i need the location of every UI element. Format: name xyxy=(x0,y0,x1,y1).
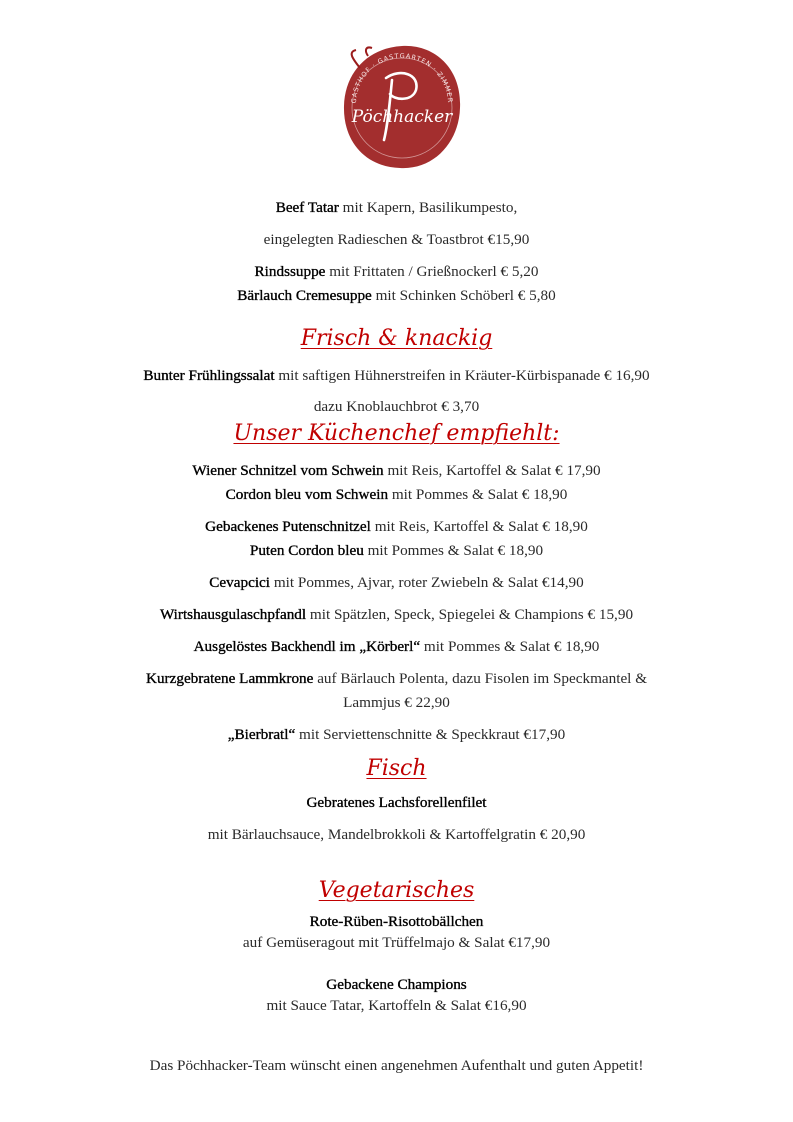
menu-item-cordon-bleu: Cordon bleu vom Schwein mit Pommes & Salat € 18,90 xyxy=(225,486,568,503)
menu-item-lammkrone-cont: Lammjus € 22,90 xyxy=(343,694,450,711)
menu-item-cevapcici: Cevapcici mit Pommes, Ajvar, roter Zwiebeln & Salat €14,90 xyxy=(209,574,584,591)
menu-item-gebackene-champions-desc: mit Sauce Tatar, Kartoffeln & Salat €16,90 xyxy=(266,997,527,1014)
section-heading-chef: Unser Küchenchef empfiehlt: xyxy=(233,421,560,446)
menu-item-puten-cordon-bleu: Puten Cordon bleu mit Pommes & Salat € 18,90 xyxy=(249,542,544,559)
restaurant-logo xyxy=(338,38,466,176)
footer-greeting: Das Pöchhacker-Team wünscht einen angenehmen Aufenthalt und guten Appetit! xyxy=(149,1057,644,1074)
menu-item-backhendl: Ausgelöstes Backhendl im „Körberl“ mit Pommes & Salat € 18,90 xyxy=(193,638,600,655)
menu-item-bierbratl: „Bierbratl“ mit Serviettenschnitte & Speckkraut €17,90 xyxy=(227,726,566,743)
menu-item-lachsforellenfilet-desc: mit Bärlauchsauce, Mandelbrokkoli & Kartoffelgratin € 20,90 xyxy=(207,826,586,843)
menu-item-gebackene-champions: Gebackene Champions xyxy=(326,976,467,993)
menu-item-wiener-schnitzel: Wiener Schnitzel vom Schwein mit Reis, Kartoffel & Salat € 17,90 xyxy=(192,462,601,479)
logo-name: Pöchhacker xyxy=(351,107,453,127)
menu-item-gulaschpfandl: Wirtshausgulaschpfandl mit Spätzlen, Speck, Spiegelei & Champions € 15,90 xyxy=(159,606,634,623)
menu-item-lachsforellenfilet: Gebratenes Lachsforellenfilet xyxy=(306,794,487,811)
menu-item-risottobaellchen: Rote-Rüben-Risottobällchen xyxy=(309,913,484,930)
section-heading-fish: Fisch xyxy=(366,756,427,781)
menu-item-knoblauchbrot: dazu Knoblauchbrot € 3,70 xyxy=(313,398,480,415)
section-heading-veg: Vegetarisches xyxy=(318,878,475,903)
menu-item-fruehlingssalat: Bunter Frühlingssalat mit saftigen Hühnerstreifen in Kräuter-Kürbispanade € 16,90 xyxy=(143,367,650,384)
section-heading-salad: Frisch & knackig xyxy=(300,326,493,351)
menu-item-putenschnitzel: Gebackenes Putenschnitzel mit Reis, Kartoffel & Salat € 18,90 xyxy=(205,518,588,535)
menu-item-risottobaellchen-desc: auf Gemüseragout mit Trüffelmajo & Salat €17,90 xyxy=(242,934,551,951)
menu-item-lammkrone: Kurzgebratene Lammkrone auf Bärlauch Polenta, dazu Fisolen im Speckmantel & xyxy=(145,670,648,687)
menu-item-baerlauch-cremesuppe: Bärlauch Cremesuppe mit Schinken Schöberl € 5,80 xyxy=(237,287,556,304)
menu-item-beef-tatar: Beef Tatar mit Kapern, Basilikumpesto, xyxy=(275,199,518,216)
menu-item-rindssuppe: Rindssuppe mit Frittaten / Grießnockerl € 5,20 xyxy=(254,263,539,280)
menu-item-beef-tatar-cont: eingelegten Radieschen & Toastbrot €15,90 xyxy=(263,231,530,248)
logo-arc-text: GASTHOF · GASTGARTEN · ZIMMER xyxy=(349,51,455,104)
